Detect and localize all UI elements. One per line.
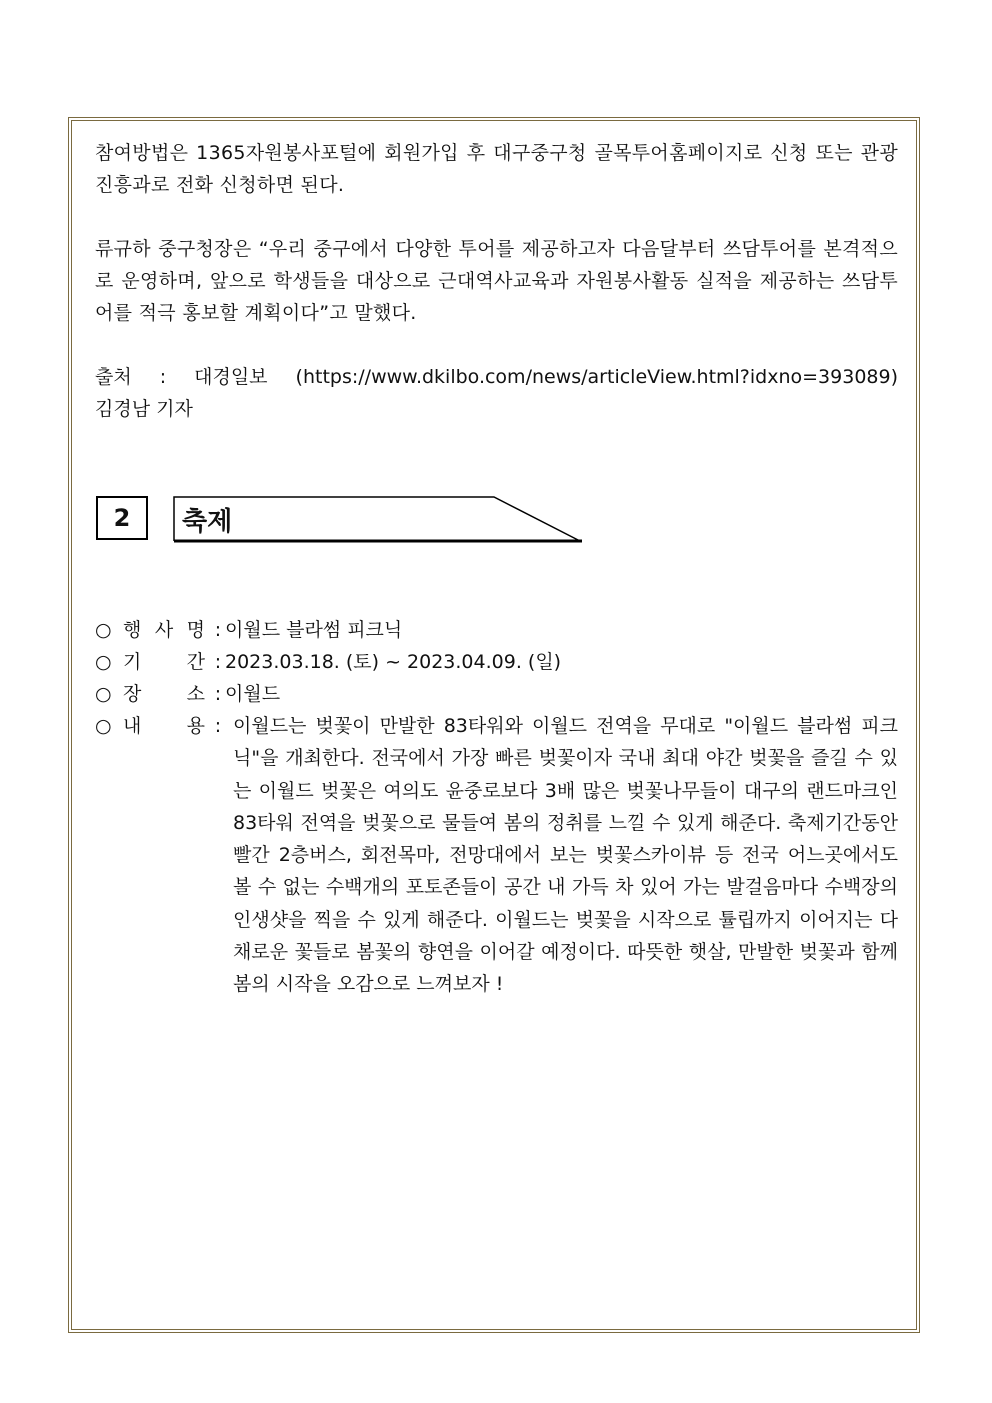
bullet-icon: ○: [95, 651, 112, 673]
source-label: 출처: [95, 366, 132, 388]
bullet-icon: ○: [95, 715, 112, 737]
section-number: 2: [96, 496, 148, 540]
bullet-icon: ○: [95, 619, 112, 641]
bullet-icon: ○: [95, 683, 112, 705]
event-place-label: 장 소: [123, 683, 205, 705]
event-period-label: 기 간: [123, 651, 205, 673]
event-content-value: 이월드는 벚꽃이 만발한 83타워와 이월드 전역을 무대로 "이월드 블라썸 피크닉"을 개최한다. 전국에서 가장 빠른 벚꽃이자 국내 최대 야간 벚꽃을 즐길 수 있는 이월드 벚꽃은 여의도 윤중로보다 3배 많은 벚꽃나무들이 대구의 랜드마크인 83타워 전역을 벚꽃으로 물들여 봄의 정취를 느낄 수 있게 해준다. 축제기간동안 빨간 2층버스, 회전목마, 전망대에서 보는 벚꽃스카이뷰 등 전국 어느곳에서도 볼 수 없는 수백개의 포토존들이 공간 내 가득 차 있어 가는 발걸음마다 수백장의 인생샷을 찍을 수 있게 해준다. 이월드는 벚꽃을 시작으로 튤립까지 이어지는 다채로운 꽃들로 봄꽃의 향연을 이어갈 예정이다. 따뜻한 햇살, 만발한 벚꽃과 함께 봄의 시작을 오감으로 느껴보자 !: [233, 715, 898, 996]
source-url[interactable]: (https://www.dkilbo.com/news/articleView.html?idxno=393089): [295, 366, 898, 388]
section-title: 축제: [182, 507, 233, 537]
event-content-label: 내 용: [123, 715, 205, 737]
source-line: [95, 361, 898, 393]
source-publisher: 대경일보: [194, 366, 268, 388]
event-content-row: ○ 내 용 :: [95, 710, 900, 742]
event-place-row: ○ 장 소 : 이월드: [95, 678, 900, 710]
source-reporter: 김경남 기자: [95, 398, 193, 420]
event-period-row: ○ 기 간 : 2023.03.18. (토) ~ 2023.04.09. (일): [95, 646, 900, 678]
event-name-row: ○ 행 사 명 : 이월드 블라썸 피크닉: [95, 614, 900, 646]
paragraph-participation: 참여방법은 1365자원봉사포털에 회원가입 후 대구중구청 골목투어홈페이지로 신청 또는 관광진흥과로 전화 신청하면 된다.: [95, 142, 898, 196]
event-period-value: 2023.03.18. (토) ~ 2023.04.09. (일): [225, 651, 562, 673]
paragraph-quote: 류규하 중구청장은 “우리 중구에서 다양한 투어를 제공하고자 다음달부터 쓰담투어를 본격적으로 운영하며, 앞으로 학생들을 대상으로 근대역사교육과 자원봉사활동 실적을 제공하는 쓰담투어를 적극 홍보할 계획이다”고 말했다.: [95, 238, 898, 324]
section-title-box: [172, 495, 584, 543]
event-name-value: 이월드 블라썸 피크닉: [225, 619, 403, 641]
source-colon: :: [159, 366, 167, 388]
event-place-value: 이월드: [225, 683, 281, 705]
event-name-label: 행 사 명: [123, 619, 205, 641]
section-title-frame: [172, 495, 584, 543]
